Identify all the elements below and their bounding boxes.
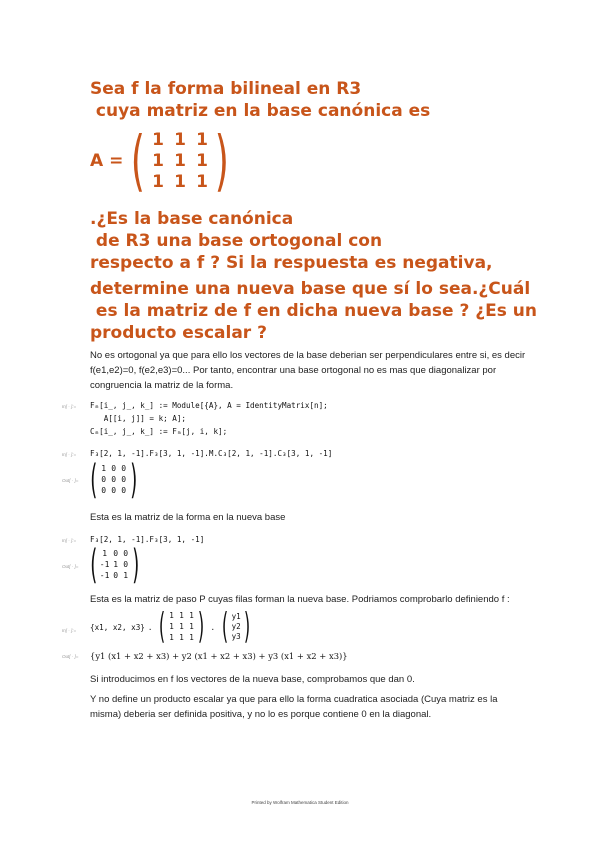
matrix-cell: 0: [123, 559, 129, 569]
left-paren: (: [90, 457, 98, 503]
matrix-cell: 1: [174, 129, 186, 150]
matrix-cell: 1: [102, 548, 108, 558]
matrix-cell: 1: [174, 171, 186, 192]
output-matrix-1-grid: [99, 464, 129, 497]
matrix-cell: 0: [111, 485, 117, 495]
question-line-4: determine una nueva base que sí lo sea.¿Cuál: [90, 279, 531, 299]
matrix-cell: 1: [196, 150, 208, 171]
left-paren: (: [221, 606, 229, 647]
right-paren: ): [129, 457, 137, 503]
text-new-base-matrix: Esta es la matriz de la forma en la nueva base: [90, 512, 286, 523]
question-line-3: respecto a f ? Si la respuesta es negativa,: [90, 253, 493, 273]
matrix-cell: 0: [111, 474, 117, 484]
question-line-6: producto escalar ?: [90, 323, 267, 343]
matrix-a-display: [90, 122, 235, 199]
left-paren: (: [131, 122, 146, 199]
output-matrix-2: [86, 542, 143, 588]
matrix-cell: 1: [189, 632, 194, 642]
matrix-cell: 1: [169, 621, 174, 631]
matrix-cell: 1: [113, 559, 119, 569]
matrix-cell: 0: [121, 463, 127, 473]
title-line-1: Sea f la forma bilineal en R3: [90, 79, 362, 99]
matrix-cell: 1: [152, 129, 164, 150]
matrix-cell: 0: [123, 548, 129, 558]
text-verification: Si introducimos en f los vectores de la nueva base, comprobamos que dan 0.: [90, 674, 415, 685]
matrix-cell: 0: [121, 485, 127, 495]
input-label-4: In[ · ]:=: [62, 628, 77, 633]
matrix-cell: 1: [196, 171, 208, 192]
input-label-1: In[ · ]:=: [62, 404, 77, 409]
input-label-2: In[ · ]:=: [62, 452, 77, 457]
right-paren: ): [131, 542, 139, 588]
matrix-cell: 1: [169, 610, 174, 620]
question-line-5: es la matriz de f en dicha nueva base ? ¿Es un: [90, 301, 537, 321]
matrix-cell: 1: [189, 621, 194, 631]
matrix-cell: 1: [179, 621, 184, 631]
question-line-2: de R3 una base ortogonal con: [90, 231, 383, 251]
matrix-cell: 1: [174, 150, 186, 171]
input-label-3: In[ · ]:=: [62, 538, 77, 543]
text-change-matrix: Esta es la matriz de paso P cuyas filas forman la nueva base. Podriamos comprobarlo definiendo f :: [90, 594, 510, 605]
right-paren: ): [244, 606, 251, 647]
x-vector: {x1, x2, x3}: [90, 622, 145, 632]
matrix-cell: 0: [121, 474, 127, 484]
right-paren: ): [197, 606, 204, 647]
matrix-cell: 1: [179, 632, 184, 642]
dot-operator: .: [147, 622, 153, 632]
matrix-cell: 1: [152, 150, 164, 171]
left-paren: (: [90, 542, 98, 588]
matrix-cell: -1: [99, 570, 110, 580]
matrix-cell: 0: [113, 570, 119, 580]
matrix-cell: 1: [196, 129, 208, 150]
text-conclusion: Y no define un producto escalar ya que para ello la forma cuadratica asociada (Cuya matriz es la misma) deberia ser definida positiva, y no lo es porque contiene 0 en la diagonal.: [90, 694, 498, 720]
code-cell-2[interactable]: F₃[2, 1, -1].F₃[3, 1, -1].M.C₃[2, 1, -1].C₃[3, 1, -1]: [90, 449, 333, 458]
matrix-a-grid: [147, 130, 213, 193]
matrix-cell: -1: [99, 559, 110, 569]
matrix-cell: 1: [152, 171, 164, 192]
matrix-cell: y1: [231, 612, 241, 621]
output-label-3: Out[ · ]=: [62, 654, 79, 659]
output-label-2: Out[ · ]=: [62, 564, 79, 569]
code-cell-4[interactable]: [90, 606, 254, 647]
print-footer: Printed by Wolfram Mathematica Student Edition: [251, 800, 349, 805]
matrix-cell: 1: [189, 610, 194, 620]
output-label-1: Out[ · ]=: [62, 478, 79, 483]
matrix-cell: 1: [169, 632, 174, 642]
left-paren: (: [159, 606, 166, 647]
output-matrix-2-grid: [99, 549, 131, 582]
right-paren: ): [214, 122, 230, 199]
matrix-cell: 1: [179, 610, 184, 620]
code-cell-3[interactable]: F₃[2, 1, -1].F₃[3, 1, -1]: [90, 535, 205, 544]
matrix-a-label: A =: [90, 151, 124, 171]
matrix-cell: 1: [123, 570, 129, 580]
output-matrix-1: [86, 457, 141, 503]
matrix-cell: 1: [101, 463, 107, 473]
matrix-cell: 0: [113, 548, 119, 558]
y-column-vector: [229, 612, 243, 642]
output-result: {y1 (x1 + x2 + x3) + y2 (x1 + x2 + x3) + y3 (x1 + x2 + x3)}: [90, 651, 348, 661]
explanation-paragraph: No es ortogonal ya que para ello los vectores de la base deberian ser perpendiculares entre si, es decir f(e1,e2)=0, f(e2,e3)=0... Por tanto, encontrar una base ortogonal no es mas que diagonalizar por congruencia la matriz de la forma.: [90, 350, 526, 391]
matrix-cell: y2: [231, 622, 241, 631]
input-matrix-grid: [167, 611, 197, 644]
matrix-cell: 0: [111, 463, 117, 473]
code-cell-1-line-3[interactable]: Cₘ[i_, j_, k_] := Fₘ[j, i, k];: [90, 427, 228, 436]
code-cell-1-line-2[interactable]: A[[i, j]] = k; A];: [90, 414, 187, 423]
title-line-2: cuya matriz en la base canónica es: [90, 101, 431, 121]
matrix-cell: 0: [101, 474, 107, 484]
question-line-1: .¿Es la base canónica: [90, 209, 294, 229]
dot-operator: .: [210, 622, 216, 632]
matrix-cell: 0: [101, 485, 107, 495]
code-cell-1-line-1[interactable]: Fₘ[i_, j_, k_] := Module[{A}, A = IdentityMatrix[n];: [90, 401, 328, 410]
matrix-cell: y3: [231, 632, 241, 641]
